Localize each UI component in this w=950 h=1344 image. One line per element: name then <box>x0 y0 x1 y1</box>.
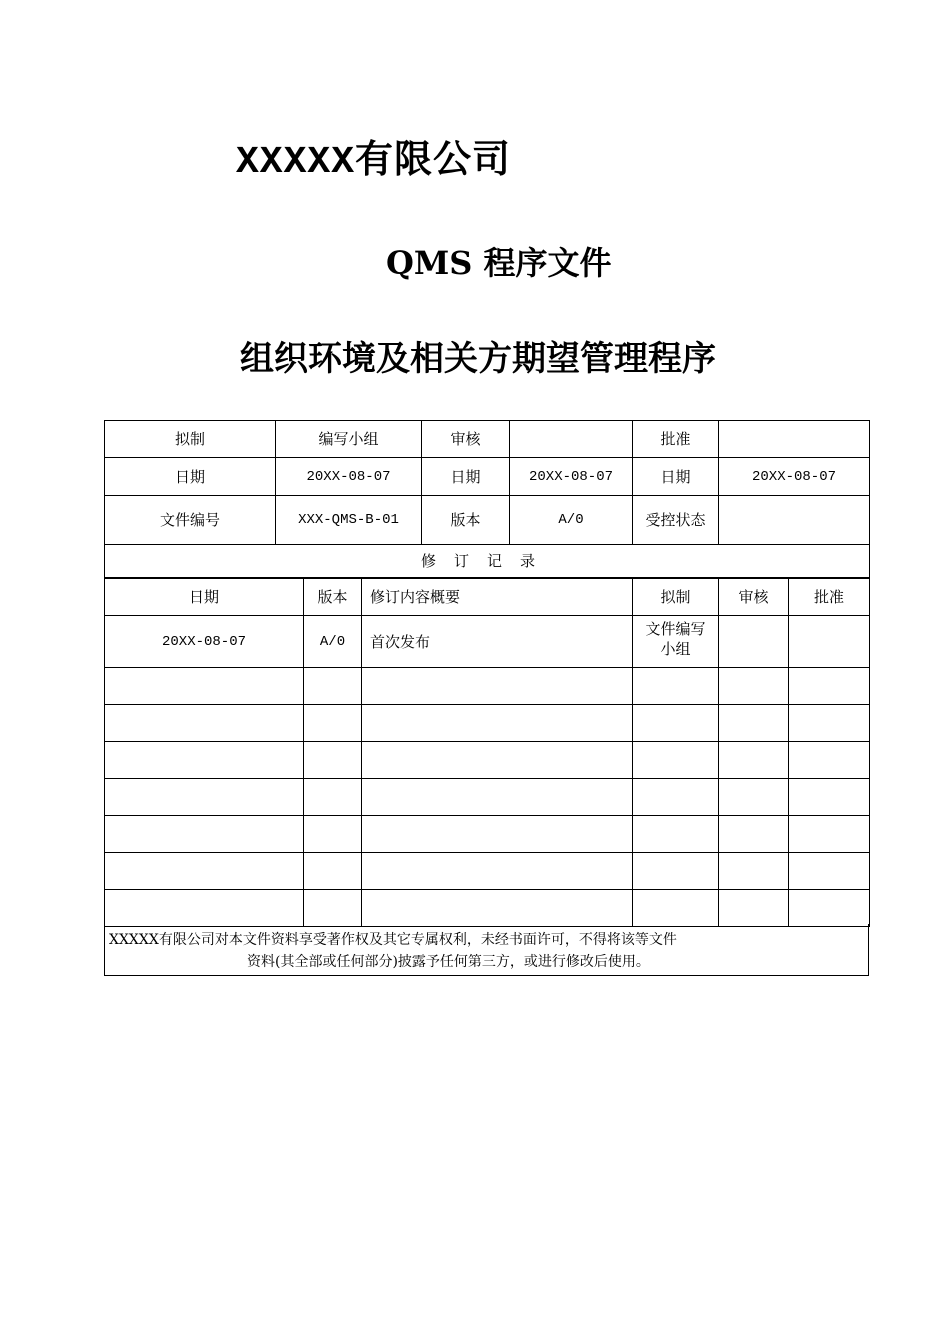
revision-version: A/0 <box>304 616 362 668</box>
table-row <box>105 742 870 779</box>
revision-summary: 首次发布 <box>362 616 633 668</box>
empty-cell <box>362 779 633 816</box>
date-value-3: 20XX-08-07 <box>719 458 870 496</box>
empty-cell <box>304 853 362 890</box>
empty-cell <box>789 779 870 816</box>
empty-cell <box>789 853 870 890</box>
empty-cell <box>633 668 719 705</box>
empty-cell <box>633 890 719 927</box>
empty-cell <box>789 890 870 927</box>
empty-cell <box>719 816 789 853</box>
control-label: 受控状态 <box>633 496 719 545</box>
document-title: 组织环境及相关方期望管理程序 <box>240 339 716 379</box>
empty-cell <box>719 890 789 927</box>
empty-cell <box>304 742 362 779</box>
table-row <box>105 853 870 890</box>
copyright-notice <box>104 924 869 976</box>
revision-header-approved: 批准 <box>789 579 870 616</box>
table-row <box>105 668 870 705</box>
approved-label: 批准 <box>633 421 719 458</box>
empty-cell <box>105 890 304 927</box>
revision-header-summary: 修订内容概要 <box>362 579 633 616</box>
revision-header-drafted: 拟制 <box>633 579 719 616</box>
revision-header-version: 版本 <box>304 579 362 616</box>
docno-label: 文件编号 <box>105 496 276 545</box>
reviewed-label: 审核 <box>422 421 510 458</box>
docno-value: XXX-QMS-B-01 <box>276 496 422 545</box>
copyright-line-2: 资料(其全部或任何部分)披露予任何第三方，或进行修改后使用。 <box>247 954 650 970</box>
empty-cell <box>633 779 719 816</box>
revision-title: 修订记录 <box>105 545 870 578</box>
empty-cell <box>105 705 304 742</box>
empty-cell <box>105 668 304 705</box>
table-row <box>105 705 870 742</box>
empty-cell <box>719 779 789 816</box>
empty-cell <box>362 853 633 890</box>
approval-table <box>104 420 870 578</box>
empty-cell <box>789 668 870 705</box>
empty-cell <box>633 853 719 890</box>
control-value <box>719 496 870 545</box>
version-label: 版本 <box>422 496 510 545</box>
empty-cell <box>304 705 362 742</box>
empty-cell <box>362 742 633 779</box>
empty-cell <box>304 779 362 816</box>
empty-cell <box>633 816 719 853</box>
empty-cell <box>105 816 304 853</box>
revision-date: 20XX-08-07 <box>105 616 304 668</box>
revision-title-row <box>105 545 870 578</box>
company-latin: XXXXX <box>236 141 356 184</box>
company-cn: 有限公司 <box>355 136 512 181</box>
table-row <box>105 616 870 668</box>
revision-reviewed <box>719 616 789 668</box>
approval-row-signers <box>105 421 870 458</box>
copyright-line-1: XXXXX有限公司对本文件资料享受著作权及其它专属权利，未经书面许可，不得将该等文件 <box>109 932 677 948</box>
revision-header-date: 日期 <box>105 579 304 616</box>
revision-header-reviewed: 审核 <box>719 579 789 616</box>
empty-cell <box>362 890 633 927</box>
empty-cell <box>633 705 719 742</box>
empty-cell <box>789 816 870 853</box>
empty-cell <box>719 742 789 779</box>
approval-row-docinfo <box>105 496 870 545</box>
document-type: QMS 程序文件 <box>386 244 612 282</box>
empty-cell <box>633 742 719 779</box>
empty-cell <box>105 853 304 890</box>
empty-cell <box>362 668 633 705</box>
table-row <box>105 890 870 927</box>
company-name <box>236 128 511 184</box>
table-row <box>105 779 870 816</box>
empty-cell <box>362 816 633 853</box>
approval-row-dates <box>105 458 870 496</box>
date-value-1: 20XX-08-07 <box>276 458 422 496</box>
empty-cell <box>719 668 789 705</box>
empty-cell <box>719 853 789 890</box>
version-value: A/0 <box>510 496 633 545</box>
empty-cell <box>362 705 633 742</box>
empty-cell <box>304 890 362 927</box>
empty-cell <box>719 705 789 742</box>
empty-cell <box>789 742 870 779</box>
approved-value <box>719 421 870 458</box>
empty-cell <box>105 779 304 816</box>
revision-table <box>104 578 870 927</box>
drafted-value: 编写小组 <box>276 421 422 458</box>
empty-cell <box>105 742 304 779</box>
table-row <box>105 816 870 853</box>
date-label-1: 日期 <box>105 458 276 496</box>
reviewed-value <box>510 421 633 458</box>
empty-cell <box>304 816 362 853</box>
revision-drafted: 文件编写 小组 <box>633 616 719 668</box>
revision-header-row <box>105 579 870 616</box>
date-label-2: 日期 <box>422 458 510 496</box>
empty-cell <box>789 705 870 742</box>
date-label-3: 日期 <box>633 458 719 496</box>
empty-cell <box>304 668 362 705</box>
date-value-2: 20XX-08-07 <box>510 458 633 496</box>
drafted-label: 拟制 <box>105 421 276 458</box>
revision-approved <box>789 616 870 668</box>
